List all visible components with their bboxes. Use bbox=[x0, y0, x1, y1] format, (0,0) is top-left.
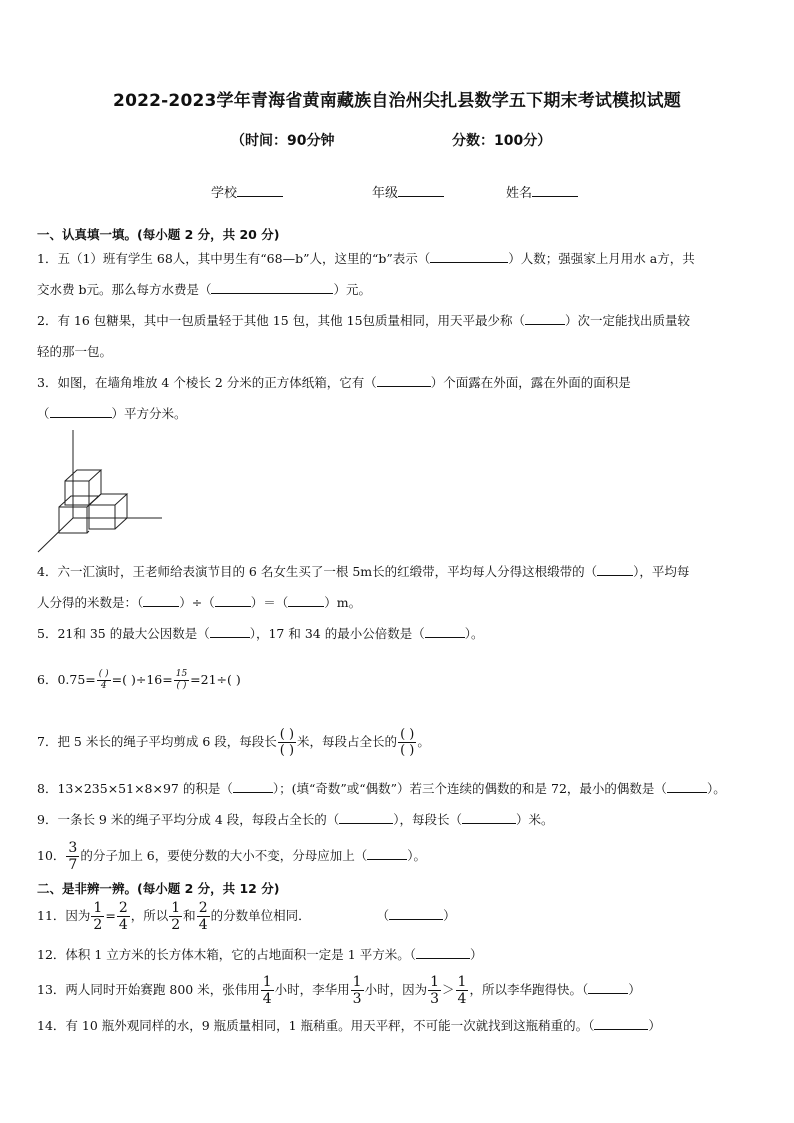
section-1-heading: 一、认真填一填。(每小题 2 分，共 20 分) bbox=[37, 227, 280, 242]
answer-blank[interactable] bbox=[211, 281, 333, 294]
answer-blank[interactable] bbox=[143, 594, 179, 607]
school-label: 学校 bbox=[211, 186, 238, 201]
question-4-line-2: 人分得的米数是：（ ）÷（ ）＝（ ）m。 bbox=[37, 595, 362, 610]
question-6: 6．0.75= $\frac{( )}{4}$ =( )÷16= $\frac{15}{( )}$ =21÷( ) bbox=[37, 669, 241, 691]
question-10: 10． $\frac{3}{7}$ 的分子加上 6，要使分数的大小不变，分母应加上（ ）。 bbox=[37, 840, 427, 873]
question-7: 7．把 5 米长的绳子平均剪成 6 段，每段长 $\frac{( )}{( )}$ 米，每段占全长的 $\frac{( )}{( )}$ 。 bbox=[37, 727, 430, 758]
answer-blank[interactable] bbox=[210, 625, 250, 638]
floor-edge-diagonal bbox=[38, 518, 73, 552]
answer-blank[interactable] bbox=[339, 811, 393, 824]
fraction: $\frac{1}{4}$ bbox=[262, 974, 272, 1007]
fraction: $\frac{1}{4}$ bbox=[457, 974, 467, 1007]
answer-blank[interactable] bbox=[597, 563, 633, 576]
name-label: 姓名 bbox=[506, 186, 533, 201]
answer-blank[interactable] bbox=[588, 981, 628, 994]
answer-blank[interactable] bbox=[233, 780, 273, 793]
answer-blank[interactable] bbox=[367, 847, 407, 860]
fraction: $\frac{2}{4}$ bbox=[118, 900, 128, 933]
page-title: 2022-2023学年青海省黄南藏族自治州尖扎县数学五下期末考试模拟试题 bbox=[113, 91, 681, 111]
question-8: 8．13×235×51×8×97 的积是（ ）；(填“奇数”或“偶数”）若三个连续的偶数的和是 72，最小的偶数是（ ）。 bbox=[37, 781, 726, 796]
fraction: $\frac{1}{2}$ bbox=[171, 900, 181, 933]
question-14: 14．有 10 瓶外观同样的水，9 瓶质量相同，1 瓶稍重。用天平秤，不可能一次就找到这瓶稍重的。（ ） bbox=[37, 1018, 661, 1033]
question-1-line-2: 交水费 b元。那么每方水费是（ ）元。 bbox=[37, 282, 371, 297]
fraction-blank[interactable]: $\frac{( )}{( )}$ bbox=[400, 727, 415, 758]
fraction: $\frac{( )}{4}$ bbox=[98, 669, 109, 691]
name-blank[interactable] bbox=[532, 184, 578, 197]
question-3-line-1: 3．如图，在墙角堆放 4 个棱长 2 分米的正方体纸箱，它有（ ）个面露在外面，露在外面的面积是 bbox=[37, 375, 631, 390]
fraction: $\frac{1}{3}$ bbox=[430, 974, 440, 1007]
answer-blank[interactable] bbox=[389, 907, 443, 920]
answer-blank[interactable] bbox=[525, 312, 565, 325]
answer-blank[interactable] bbox=[462, 811, 516, 824]
fraction: $\frac{1}{3}$ bbox=[352, 974, 362, 1007]
cube-left bbox=[59, 496, 99, 533]
question-2-line-1: 2．有 16 包糖果，其中一包质量轻于其他 15 包，其他 15包质量相同，用天平最少称（ ）次一定能找出质量较 bbox=[37, 313, 691, 328]
question-11: 11．因为 $\frac{1}{2}$ = $\frac{2}{4}$ ，所以 $\frac{1}{2}$ 和 $\frac{2}{4}$ 的分数单位相同． （ ） bbox=[37, 900, 456, 933]
exam-score: 分数：100分） bbox=[452, 133, 552, 149]
answer-blank[interactable] bbox=[425, 625, 465, 638]
grade-blank[interactable] bbox=[398, 184, 444, 197]
answer-blank[interactable] bbox=[215, 594, 251, 607]
answer-blank[interactable] bbox=[288, 594, 324, 607]
answer-blank[interactable] bbox=[50, 405, 112, 418]
cube-right bbox=[89, 494, 127, 529]
exam-time: （时间：90分钟 bbox=[231, 133, 335, 149]
question-2-line-2: 轻的那一包。 bbox=[37, 344, 113, 359]
answer-blank[interactable] bbox=[430, 250, 508, 263]
name-field[interactable] bbox=[506, 182, 578, 201]
fraction: $\frac{2}{4}$ bbox=[198, 900, 208, 933]
school-blank[interactable] bbox=[237, 184, 283, 197]
fraction-blank[interactable]: $\frac{( )}{( )}$ bbox=[279, 727, 295, 758]
question-4-line-1: 4．六一汇演时，王老师给表演节目的 6 名女生买了一根 5m长的红缎带，平均每人分得这根缎带的（ ），平均每 bbox=[37, 564, 690, 579]
cube-corner-figure bbox=[34, 428, 164, 556]
question-1-line-1: 1．五（1）班有学生 68人，其中男生有“68—b”人，这里的“b”表示（ ）人数；强强家上月用水 a方，共 bbox=[37, 251, 695, 266]
question-3-line-2: （ ）平方分米。 bbox=[37, 406, 187, 421]
grade-label: 年级 bbox=[372, 186, 399, 201]
fraction: $\frac{15}{( )}$ bbox=[175, 669, 188, 691]
answer-blank[interactable] bbox=[416, 946, 470, 959]
answer-blank[interactable] bbox=[594, 1017, 648, 1030]
grade-field[interactable] bbox=[372, 182, 444, 201]
section-2-heading: 二、是非辨一辨。(每小题 2 分，共 12 分) bbox=[37, 881, 280, 896]
answer-blank[interactable] bbox=[377, 374, 431, 387]
question-13: 13．两人同时开始赛跑 800 米，张伟用 $\frac{1}{4}$ 小时，李华用 $\frac{1}{3}$ 小时，因为 $\frac{1}{3}$ ＞ $\frac{1}{4}$ ，所以李华跑得快。（ ） bbox=[37, 974, 641, 1007]
question-12: 12．体积 1 立方米的长方体木箱，它的占地面积一定是 1 平方米。（ ） bbox=[37, 947, 483, 962]
answer-blank[interactable] bbox=[667, 780, 707, 793]
school-field[interactable] bbox=[211, 182, 283, 201]
fraction: $\frac{3}{7}$ bbox=[68, 840, 78, 873]
question-9: 9．一条长 9 米的绳子平均分成 4 段，每段占全长的（ ），每段长（ ）米。 bbox=[37, 812, 554, 827]
question-5: 5．21和 35 的最大公因数是（ ），17 和 34 的最小公倍数是（ ）。 bbox=[37, 626, 484, 641]
fraction: $\frac{1}{2}$ bbox=[93, 900, 103, 933]
